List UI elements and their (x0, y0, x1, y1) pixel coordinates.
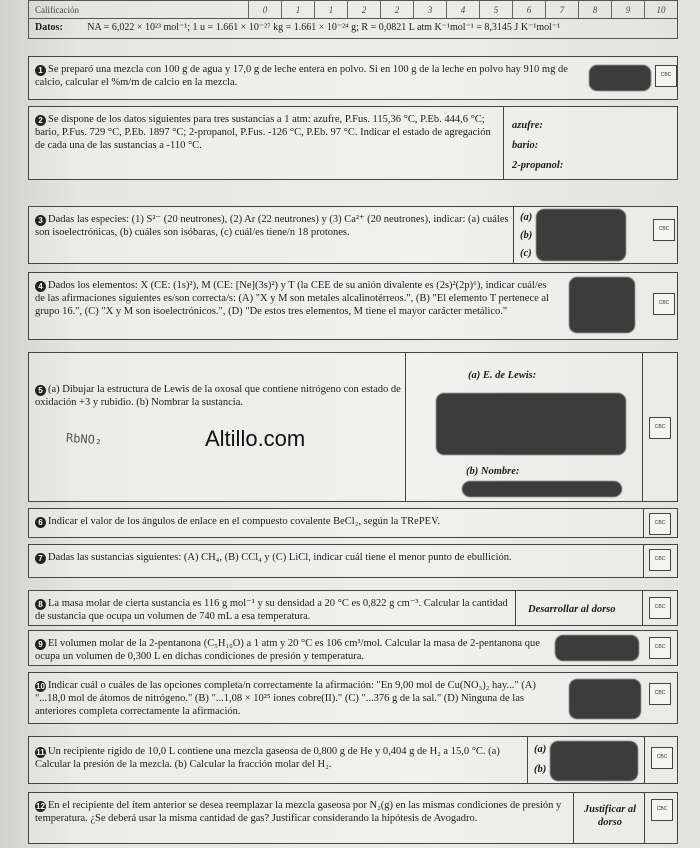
question-text: 1 Se preparó una mezcla con 100 g de agua y 17,0 g de leche entera en polvo. Si en 100 g de la leche en polvo hay 910 mg de calcio, calcular el %m/m de calcio en la mezcla. (35, 64, 568, 88)
question-11 (28, 736, 678, 784)
grade-cell: 10 (656, 5, 666, 15)
grade-cell: 7 (546, 1, 579, 18)
question-number: 4 (35, 281, 46, 292)
cbc-box: CBC (649, 549, 671, 571)
question-2 (28, 106, 678, 180)
redacted-answer (462, 481, 622, 497)
grade-cell: 0 (249, 1, 282, 18)
datos-text: NA = 6,022 × 10²³ mol⁻¹; 1 u = 1.661 × 10⁻²⁷ kg = 1.661 × 10⁻²⁴ g; R = 0,0821 L atm K⁻¹mol⁻¹ = 8,3145 J K⁻¹mol⁻¹ (87, 22, 561, 33)
grade-cell: 5 (480, 1, 513, 18)
develop-note: Desarrollar al dorso (528, 604, 616, 615)
question-6 (28, 508, 678, 538)
question-number: 2 (35, 115, 46, 126)
question-8 (28, 590, 678, 626)
answer-label: 2-propanol: (512, 160, 564, 171)
question-number: 9 (35, 639, 46, 650)
question-text: 7 Dadas las sustancias siguientes: (A) CH₄, (B) CCl₄ y (C) LiCl, indicar cuál tiene el menor punto de ebullición. (35, 551, 561, 564)
lewis-label: (a) E. de Lewis: (468, 370, 537, 381)
question-text: 11 Un recipiente rígido de 10,0 L contiene una mezcla gaseosa de 0,800 g de He y 0,404 g de H₂ a 15,0 °C. (a) Calcular la presión de la mezcla. (b) Calcular la fracción molar del H₂. (35, 746, 500, 770)
question-number: 12 (36, 802, 45, 811)
question-4 (28, 272, 678, 340)
cbc-box: CBC (651, 747, 673, 769)
grade-cell: 9 (612, 1, 645, 18)
grade-label: Calificación (29, 1, 249, 18)
question-text: 8 La masa molar de cierta sustancia es 116 g mol⁻¹ y su densidad a 20 °C es 0,822 g cm⁻³. Calcular la cantidad de sustancia que ocupa un volumen de 740 mL a esa temperatura. (35, 598, 508, 622)
question-1 (28, 56, 678, 100)
answer-area: (a) (b) (c) (513, 207, 643, 263)
justify-note: Justificar al dorso (583, 804, 637, 828)
question-number: 6 (35, 517, 46, 528)
grade-cell: 6 (513, 1, 546, 18)
question-text: 3 Dadas las especies: (1) S²⁻ (20 neutrones), (2) Ar (22 neutrones) y (3) Ca²⁺ (20 neutrones), indicar: (a) cuáles son isoelectrónicas, (b) cuáles son isóbaras, (c) cuál/es tiene/n 18 protones. (35, 214, 509, 238)
grade-strip (28, 0, 678, 19)
question-number: 7 (35, 553, 46, 564)
cbc-box: CBC (649, 417, 671, 439)
cbc-box: CBC (651, 799, 673, 821)
datos-label: Datos: (35, 22, 63, 33)
grade-cell: 3 (414, 1, 447, 18)
cbc-box: CBC (653, 219, 675, 241)
redacted-answer (536, 209, 626, 261)
question-3 (28, 206, 678, 264)
question-number: 8 (35, 599, 46, 610)
question-number: 10 (36, 682, 45, 691)
question-text: 12 En el recipiente del ítem anterior se desea reemplazar la mezcla gaseosa por N₂(g) en las mismas condiciones de presión y temperatura. ¿Se deberá usar la misma cantidad de gas? Justificar considerando la hipótesis de Avogadro. (35, 800, 562, 824)
constants-row (28, 19, 678, 39)
grade-cell: 2 (381, 1, 414, 18)
question-12 (28, 792, 678, 844)
grade-cell: 2 (348, 1, 381, 18)
grade-cell: 1 (315, 1, 348, 18)
question-text: 5 (a) Dibujar la estructura de Lewis de la oxosal que contiene nitrógeno con estado de oxidación +3 y rubidio. (b) Nombrar la sustancia. (35, 384, 401, 408)
question-text: 6 Indicar el valor de los ángulos de enlace en el compuesto covalente BeCl₂, según la TRePEV. (35, 515, 595, 528)
redacted-answer (550, 741, 638, 781)
grade-cell: 4 (447, 1, 480, 18)
question-text: 9 El volumen molar de la 2-pentanona (C₅H₁₀O) a 1 atm y 20 °C es 106 cm³/mol. Calcular la masa de 2-pentanona que ocupa un volumen de 0,300 L en dichas condiciones de presión y temperatura. (35, 638, 540, 662)
question-text: 4 Dados los elementos: X (CE: (1s)²), M (CE: [Ne](3s)²) y T (la CEE de su anión divalente es (2s)²(2p)⁶), indicar cuál/es de las afirmaciones siguientes es/son correcta/s: (A) "X y M son metales alcalinotérreos.", (B) "El elemento T pertenece al grupo 16.", (C) "X y M son isoelectrónicos.", (D) "De estos tres elementos, M tiene el mayor carácter metálico." (35, 280, 549, 317)
grade-cell: 1 (282, 1, 315, 18)
watermark: Altillo.com (205, 426, 306, 451)
question-number: 11 (36, 748, 45, 757)
grade-cell: 8 (579, 1, 612, 18)
question-text: 2 Se dispone de los datos siguientes para tres sustancias a 1 atm: azufre, P.Fus. 115,36 °C, P.Eb. 444,6 °C; bario, P.Fus. 729 °C, P.Eb. 1897 °C; 2-propanol, P.Fus. -126 °C, P.Eb. 97 °C. Indicar el estado de agregación de cada una de las sustancias a -110 °C. (35, 114, 491, 151)
question-number: 5 (35, 385, 46, 396)
question-number: 3 (35, 215, 46, 226)
answer-area: (a) (b) (527, 737, 645, 783)
answer-area (503, 107, 679, 179)
cbc-box: CBC (655, 65, 677, 87)
cbc-box: CBC (649, 637, 671, 659)
question-5 (28, 352, 678, 502)
question-text: 10 Indicar cuál o cuáles de las opciones completa/n correctamente la afirmación: "En 9,00 mol de Cu(NO₃)₂ hay..." (A) "...18,0 mol de átomos de nitrógeno." (B) "...1,08 × 10²⁵ iones cobre(II)." (C) "...376 g de la sal." (D) Ninguna de las anteriores completa correctamente la afirmación. (35, 680, 536, 717)
answer-label: azufre: (512, 120, 543, 131)
question-number: 1 (35, 65, 46, 76)
cbc-box: CBC (649, 683, 671, 705)
cbc-box: CBC (649, 513, 671, 535)
question-9 (28, 630, 678, 666)
cbc-box: CBC (649, 597, 671, 619)
cbc-box: CBC (653, 293, 675, 315)
redacted-answer (555, 635, 639, 661)
question-10 (28, 672, 678, 724)
name-label: (b) Nombre: (466, 466, 520, 477)
redacted-answer (589, 65, 651, 91)
answer-area (405, 353, 643, 501)
answer-label: bario: (512, 140, 539, 151)
handwritten-answer: RbNO₂ (65, 430, 103, 448)
redacted-answer (436, 393, 626, 455)
redacted-answer (569, 277, 635, 333)
redacted-answer (569, 679, 641, 719)
question-7 (28, 544, 678, 578)
